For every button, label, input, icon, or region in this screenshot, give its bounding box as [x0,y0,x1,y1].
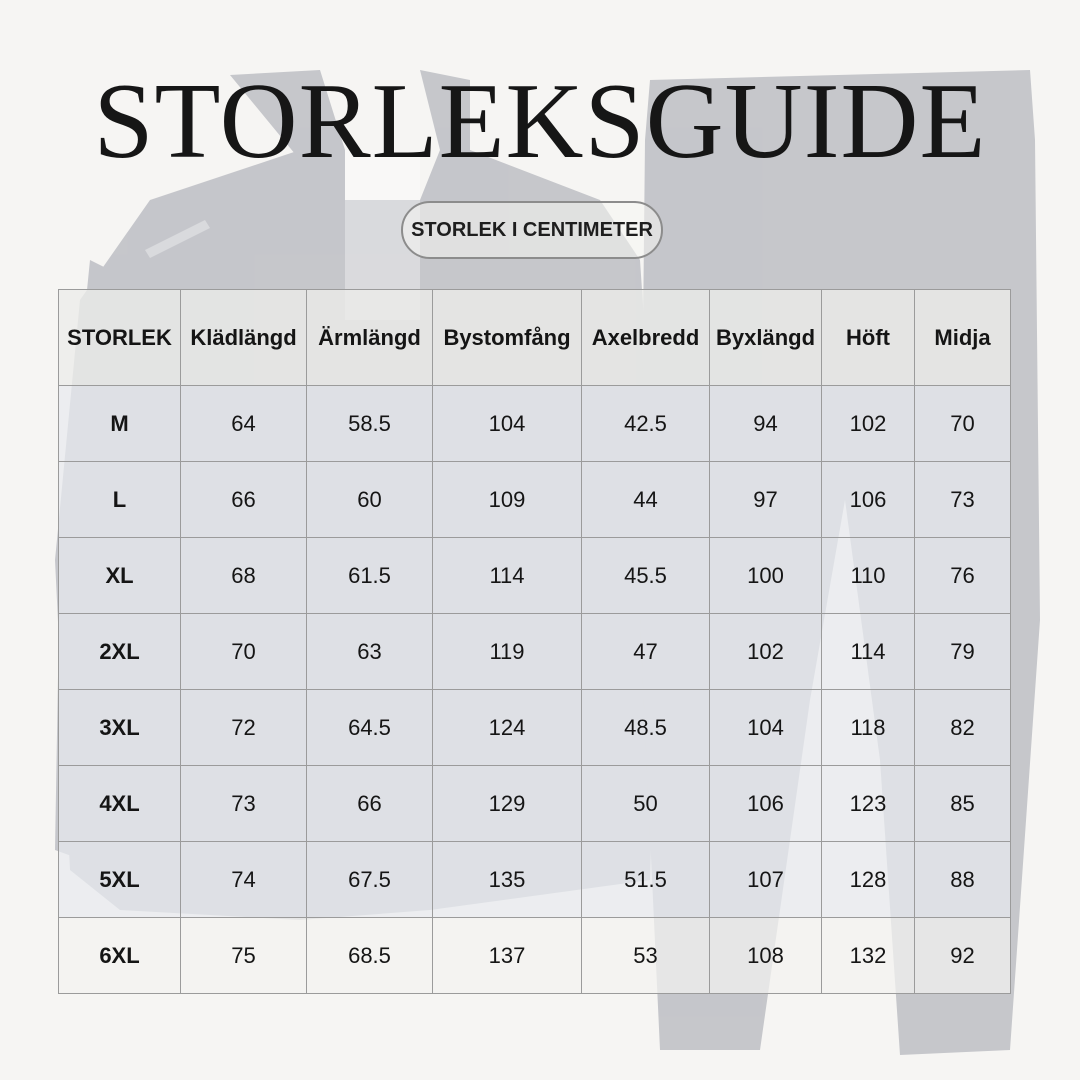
table-cell: 100 [710,538,822,614]
table-cell: 109 [433,462,582,538]
column-header: Midja [915,290,1011,386]
table-cell: 66 [181,462,307,538]
table-cell: 67.5 [307,842,433,918]
table-cell: 68.5 [307,918,433,994]
column-header: Bystomfång [433,290,582,386]
table-cell: 108 [710,918,822,994]
table-cell: 114 [433,538,582,614]
column-header: Höft [822,290,915,386]
size-cell: XL [59,538,181,614]
table-cell: 129 [433,766,582,842]
table-cell: 97 [710,462,822,538]
table-cell: 104 [433,386,582,462]
table-cell: 64 [181,386,307,462]
table-cell: 132 [822,918,915,994]
table-cell: 128 [822,842,915,918]
table-row [59,462,1011,538]
size-cell: 5XL [59,842,181,918]
size-chart-table [58,289,1011,994]
table-row [59,386,1011,462]
table-cell: 76 [915,538,1011,614]
table-row [59,614,1011,690]
table-cell: 110 [822,538,915,614]
table-row [59,918,1011,994]
table-cell: 119 [433,614,582,690]
table-cell: 60 [307,462,433,538]
table-cell: 94 [710,386,822,462]
table-cell: 75 [181,918,307,994]
table-cell: 58.5 [307,386,433,462]
table-cell: 74 [181,842,307,918]
table-cell: 66 [307,766,433,842]
table-cell: 85 [915,766,1011,842]
column-header: Ärmlängd [307,290,433,386]
table-cell: 102 [710,614,822,690]
unit-badge: STORLEK I CENTIMETER [401,201,663,259]
table-cell: 106 [822,462,915,538]
size-cell: L [59,462,181,538]
table-cell: 137 [433,918,582,994]
size-cell: M [59,386,181,462]
table-row [59,842,1011,918]
table-cell: 82 [915,690,1011,766]
table-header-row [59,290,1011,386]
table-cell: 135 [433,842,582,918]
table-cell: 124 [433,690,582,766]
table-cell: 48.5 [582,690,710,766]
table-cell: 70 [915,386,1011,462]
table-cell: 104 [710,690,822,766]
table-cell: 47 [582,614,710,690]
table-cell: 42.5 [582,386,710,462]
table-row [59,538,1011,614]
table-cell: 70 [181,614,307,690]
table-cell: 73 [915,462,1011,538]
size-cell: 2XL [59,614,181,690]
size-cell: 3XL [59,690,181,766]
column-header: Klädlängd [181,290,307,386]
column-header: Axelbredd [582,290,710,386]
table-cell: 123 [822,766,915,842]
table-cell: 44 [582,462,710,538]
table-cell: 106 [710,766,822,842]
table-cell: 73 [181,766,307,842]
table-cell: 45.5 [582,538,710,614]
column-header: Byxlängd [710,290,822,386]
table-cell: 53 [582,918,710,994]
table-row [59,766,1011,842]
table-cell: 72 [181,690,307,766]
table-cell: 50 [582,766,710,842]
table-cell: 88 [915,842,1011,918]
table-cell: 102 [822,386,915,462]
table-cell: 63 [307,614,433,690]
table-row [59,690,1011,766]
table-cell: 61.5 [307,538,433,614]
table-cell: 107 [710,842,822,918]
table-cell: 92 [915,918,1011,994]
column-header: STORLEK [59,290,181,386]
size-cell: 4XL [59,766,181,842]
table-cell: 79 [915,614,1011,690]
page-title: STORLEKSGUIDE [93,62,987,181]
size-cell: 6XL [59,918,181,994]
table-cell: 64.5 [307,690,433,766]
table-cell: 51.5 [582,842,710,918]
table-cell: 68 [181,538,307,614]
table-cell: 118 [822,690,915,766]
table-cell: 114 [822,614,915,690]
